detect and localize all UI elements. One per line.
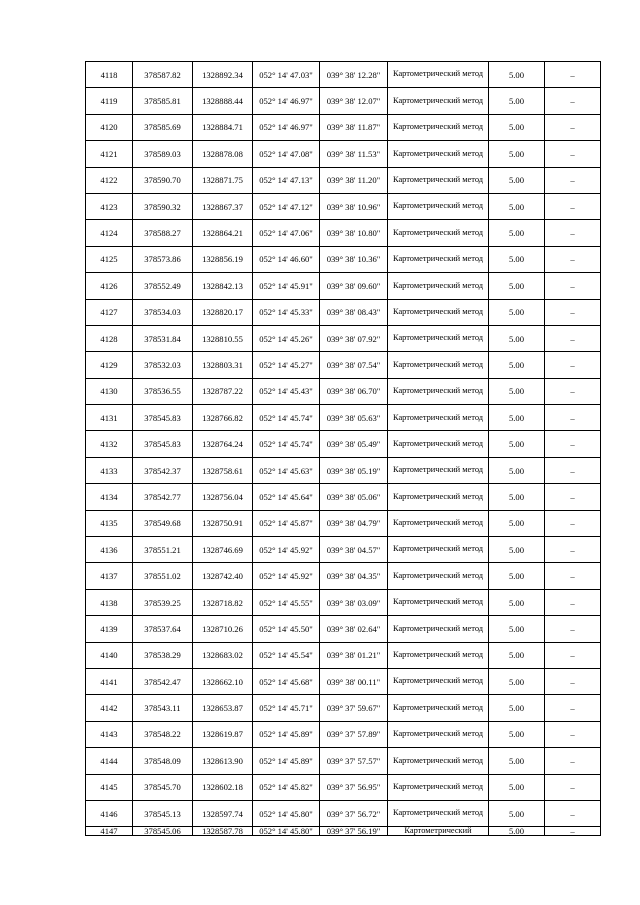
note-cell: – bbox=[545, 299, 601, 325]
y-coordinate-cell: 1328662.10 bbox=[193, 668, 253, 694]
method-cell: Картометрический метод bbox=[388, 510, 489, 536]
note-cell: – bbox=[545, 431, 601, 457]
accuracy-cell: 5.00 bbox=[489, 431, 545, 457]
table-row bbox=[86, 800, 601, 826]
x-coordinate-cell: 378543.11 bbox=[133, 695, 193, 721]
y-coordinate-cell: 1328803.31 bbox=[193, 352, 253, 378]
method-cell: Картометрический метод bbox=[388, 537, 489, 563]
latitude-cell: 052° 14' 45.26" bbox=[253, 325, 320, 351]
y-coordinate-cell: 1328613.90 bbox=[193, 748, 253, 774]
y-coordinate-cell: 1328820.17 bbox=[193, 299, 253, 325]
latitude-cell: 052° 14' 45.89" bbox=[253, 748, 320, 774]
table-row bbox=[86, 642, 601, 668]
y-coordinate-cell: 1328810.55 bbox=[193, 325, 253, 351]
note-cell: – bbox=[545, 721, 601, 747]
note-cell: – bbox=[545, 220, 601, 246]
point-number-cell: 4137 bbox=[86, 563, 133, 589]
longitude-cell: 039° 38' 05.49" bbox=[320, 431, 388, 457]
point-number-cell: 4126 bbox=[86, 273, 133, 299]
longitude-cell: 039° 38' 00.11" bbox=[320, 668, 388, 694]
method-cell: Картометрический метод bbox=[388, 246, 489, 272]
note-cell: – bbox=[545, 457, 601, 483]
table-row bbox=[86, 774, 601, 800]
note-cell: – bbox=[545, 668, 601, 694]
point-number-cell: 4142 bbox=[86, 695, 133, 721]
method-cell: Картометрический метод bbox=[388, 220, 489, 246]
longitude-cell: 039° 38' 07.54" bbox=[320, 352, 388, 378]
note-cell: – bbox=[545, 141, 601, 167]
note-cell: – bbox=[545, 748, 601, 774]
y-coordinate-cell: 1328867.37 bbox=[193, 193, 253, 219]
point-number-cell: 4139 bbox=[86, 616, 133, 642]
accuracy-cell: 5.00 bbox=[489, 484, 545, 510]
point-number-cell: 4129 bbox=[86, 352, 133, 378]
point-number-cell: 4145 bbox=[86, 774, 133, 800]
note-cell: – bbox=[545, 273, 601, 299]
y-coordinate-cell: 1328892.34 bbox=[193, 62, 253, 88]
latitude-cell: 052° 14' 45.74" bbox=[253, 405, 320, 431]
longitude-cell: 039° 38' 05.63" bbox=[320, 405, 388, 431]
point-number-cell: 4122 bbox=[86, 167, 133, 193]
y-coordinate-cell: 1328683.02 bbox=[193, 642, 253, 668]
y-coordinate-cell: 1328864.21 bbox=[193, 220, 253, 246]
x-coordinate-cell: 378588.27 bbox=[133, 220, 193, 246]
method-cell: Картометрический метод bbox=[388, 484, 489, 510]
accuracy-cell: 5.00 bbox=[489, 616, 545, 642]
longitude-cell: 039° 38' 04.35" bbox=[320, 563, 388, 589]
longitude-cell: 039° 38' 10.80" bbox=[320, 220, 388, 246]
table-row bbox=[86, 62, 601, 88]
longitude-cell: 039° 38' 09.60" bbox=[320, 273, 388, 299]
table-row bbox=[86, 537, 601, 563]
point-number-cell: 4130 bbox=[86, 378, 133, 404]
x-coordinate-cell: 378590.32 bbox=[133, 193, 193, 219]
point-number-cell: 4132 bbox=[86, 431, 133, 457]
table-row bbox=[86, 88, 601, 114]
y-coordinate-cell: 1328587.78 bbox=[193, 827, 253, 836]
method-cell: Картометрический метод bbox=[388, 774, 489, 800]
method-cell: Картометрический метод bbox=[388, 748, 489, 774]
y-coordinate-cell: 1328750.91 bbox=[193, 510, 253, 536]
accuracy-cell: 5.00 bbox=[489, 378, 545, 404]
table-row bbox=[86, 325, 601, 351]
point-number-cell: 4146 bbox=[86, 800, 133, 826]
accuracy-cell: 5.00 bbox=[489, 220, 545, 246]
x-coordinate-cell: 378590.70 bbox=[133, 167, 193, 193]
longitude-cell: 039° 38' 07.92" bbox=[320, 325, 388, 351]
method-cell: Картометрический метод bbox=[388, 721, 489, 747]
x-coordinate-cell: 378537.64 bbox=[133, 616, 193, 642]
longitude-cell: 039° 38' 11.20" bbox=[320, 167, 388, 193]
table-row bbox=[86, 220, 601, 246]
longitude-cell: 039° 38' 12.07" bbox=[320, 88, 388, 114]
method-cell: Картометрический метод bbox=[388, 299, 489, 325]
method-cell: Картометрический метод bbox=[388, 141, 489, 167]
table-row bbox=[86, 299, 601, 325]
method-cell: Картометрический метод bbox=[388, 62, 489, 88]
table-row bbox=[86, 273, 601, 299]
note-cell: – bbox=[545, 642, 601, 668]
method-cell: Картометрический метод bbox=[388, 642, 489, 668]
y-coordinate-cell: 1328842.13 bbox=[193, 273, 253, 299]
table-row bbox=[86, 616, 601, 642]
x-coordinate-cell: 378539.25 bbox=[133, 589, 193, 615]
accuracy-cell: 5.00 bbox=[489, 563, 545, 589]
x-coordinate-cell: 378536.55 bbox=[133, 378, 193, 404]
note-cell: – bbox=[545, 537, 601, 563]
note-cell: – bbox=[545, 246, 601, 272]
latitude-cell: 052° 14' 45.33" bbox=[253, 299, 320, 325]
method-cell: Картометрический метод bbox=[388, 325, 489, 351]
method-cell: Картометрический метод bbox=[388, 800, 489, 826]
method-cell: Картометрический метод bbox=[388, 167, 489, 193]
point-number-cell: 4123 bbox=[86, 193, 133, 219]
point-number-cell: 4141 bbox=[86, 668, 133, 694]
y-coordinate-cell: 1328718.82 bbox=[193, 589, 253, 615]
method-cell: Картометрический метод bbox=[388, 457, 489, 483]
x-coordinate-cell: 378548.22 bbox=[133, 721, 193, 747]
table-row bbox=[86, 827, 601, 836]
longitude-cell: 039° 38' 06.70" bbox=[320, 378, 388, 404]
point-number-cell: 4135 bbox=[86, 510, 133, 536]
latitude-cell: 052° 14' 45.91" bbox=[253, 273, 320, 299]
table-row bbox=[86, 246, 601, 272]
method-cell: Картометрический метод bbox=[388, 352, 489, 378]
point-number-cell: 4133 bbox=[86, 457, 133, 483]
latitude-cell: 052° 14' 45.55" bbox=[253, 589, 320, 615]
longitude-cell: 039° 37' 56.19" bbox=[320, 827, 388, 836]
latitude-cell: 052° 14' 45.27" bbox=[253, 352, 320, 378]
y-coordinate-cell: 1328619.87 bbox=[193, 721, 253, 747]
x-coordinate-cell: 378545.13 bbox=[133, 800, 193, 826]
longitude-cell: 039° 38' 03.09" bbox=[320, 589, 388, 615]
accuracy-cell: 5.00 bbox=[489, 114, 545, 140]
note-cell: – bbox=[545, 774, 601, 800]
x-coordinate-cell: 378551.02 bbox=[133, 563, 193, 589]
point-number-cell: 4121 bbox=[86, 141, 133, 167]
point-number-cell: 4140 bbox=[86, 642, 133, 668]
note-cell: – bbox=[545, 378, 601, 404]
latitude-cell: 052° 14' 45.64" bbox=[253, 484, 320, 510]
accuracy-cell: 5.00 bbox=[489, 510, 545, 536]
point-number-cell: 4125 bbox=[86, 246, 133, 272]
point-number-cell: 4134 bbox=[86, 484, 133, 510]
latitude-cell: 052° 14' 45.89" bbox=[253, 721, 320, 747]
point-number-cell: 4127 bbox=[86, 299, 133, 325]
x-coordinate-cell: 378549.68 bbox=[133, 510, 193, 536]
accuracy-cell: 5.00 bbox=[489, 62, 545, 88]
y-coordinate-cell: 1328602.18 bbox=[193, 774, 253, 800]
note-cell: – bbox=[545, 827, 601, 836]
x-coordinate-cell: 378542.37 bbox=[133, 457, 193, 483]
table-body bbox=[86, 62, 601, 836]
accuracy-cell: 5.00 bbox=[489, 167, 545, 193]
accuracy-cell: 5.00 bbox=[489, 405, 545, 431]
accuracy-cell: 5.00 bbox=[489, 695, 545, 721]
table-row bbox=[86, 748, 601, 774]
y-coordinate-cell: 1328756.04 bbox=[193, 484, 253, 510]
x-coordinate-cell: 378531.84 bbox=[133, 325, 193, 351]
longitude-cell: 039° 38' 04.79" bbox=[320, 510, 388, 536]
table-row bbox=[86, 378, 601, 404]
table-row bbox=[86, 167, 601, 193]
longitude-cell: 039° 38' 04.57" bbox=[320, 537, 388, 563]
longitude-cell: 039° 38' 10.96" bbox=[320, 193, 388, 219]
table-row bbox=[86, 352, 601, 378]
point-number-cell: 4119 bbox=[86, 88, 133, 114]
table-row bbox=[86, 484, 601, 510]
y-coordinate-cell: 1328878.08 bbox=[193, 141, 253, 167]
accuracy-cell: 5.00 bbox=[489, 827, 545, 836]
accuracy-cell: 5.00 bbox=[489, 273, 545, 299]
y-coordinate-cell: 1328856.19 bbox=[193, 246, 253, 272]
longitude-cell: 039° 38' 02.64" bbox=[320, 616, 388, 642]
longitude-cell: 039° 37' 57.57" bbox=[320, 748, 388, 774]
note-cell: – bbox=[545, 695, 601, 721]
table-row bbox=[86, 668, 601, 694]
y-coordinate-cell: 1328597.74 bbox=[193, 800, 253, 826]
note-cell: – bbox=[545, 62, 601, 88]
point-number-cell: 4138 bbox=[86, 589, 133, 615]
accuracy-cell: 5.00 bbox=[489, 246, 545, 272]
accuracy-cell: 5.00 bbox=[489, 88, 545, 114]
note-cell: – bbox=[545, 484, 601, 510]
accuracy-cell: 5.00 bbox=[489, 299, 545, 325]
accuracy-cell: 5.00 bbox=[489, 668, 545, 694]
accuracy-cell: 5.00 bbox=[489, 748, 545, 774]
note-cell: – bbox=[545, 193, 601, 219]
y-coordinate-cell: 1328871.75 bbox=[193, 167, 253, 193]
x-coordinate-cell: 378585.81 bbox=[133, 88, 193, 114]
method-cell: Картометрический метод bbox=[388, 431, 489, 457]
x-coordinate-cell: 378545.06 bbox=[133, 827, 193, 836]
x-coordinate-cell: 378548.09 bbox=[133, 748, 193, 774]
y-coordinate-cell: 1328710.26 bbox=[193, 616, 253, 642]
method-cell: Картометрический метод bbox=[388, 668, 489, 694]
coordinates-table bbox=[85, 61, 601, 836]
note-cell: – bbox=[545, 510, 601, 536]
table-row bbox=[86, 695, 601, 721]
point-number-cell: 4120 bbox=[86, 114, 133, 140]
accuracy-cell: 5.00 bbox=[489, 141, 545, 167]
point-number-cell: 4144 bbox=[86, 748, 133, 774]
x-coordinate-cell: 378552.49 bbox=[133, 273, 193, 299]
x-coordinate-cell: 378538.29 bbox=[133, 642, 193, 668]
table-row bbox=[86, 405, 601, 431]
latitude-cell: 052° 14' 45.92" bbox=[253, 537, 320, 563]
x-coordinate-cell: 378545.83 bbox=[133, 405, 193, 431]
latitude-cell: 052° 14' 45.87" bbox=[253, 510, 320, 536]
latitude-cell: 052° 14' 45.71" bbox=[253, 695, 320, 721]
note-cell: – bbox=[545, 325, 601, 351]
y-coordinate-cell: 1328758.61 bbox=[193, 457, 253, 483]
point-number-cell: 4128 bbox=[86, 325, 133, 351]
x-coordinate-cell: 378545.70 bbox=[133, 774, 193, 800]
method-cell: Картометрический метод bbox=[388, 114, 489, 140]
table-row bbox=[86, 114, 601, 140]
longitude-cell: 039° 38' 11.53" bbox=[320, 141, 388, 167]
note-cell: – bbox=[545, 563, 601, 589]
note-cell: – bbox=[545, 167, 601, 193]
y-coordinate-cell: 1328766.82 bbox=[193, 405, 253, 431]
accuracy-cell: 5.00 bbox=[489, 352, 545, 378]
accuracy-cell: 5.00 bbox=[489, 800, 545, 826]
x-coordinate-cell: 378545.83 bbox=[133, 431, 193, 457]
point-number-cell: 4143 bbox=[86, 721, 133, 747]
latitude-cell: 052° 14' 45.50" bbox=[253, 616, 320, 642]
coordinates-table-page bbox=[85, 61, 600, 836]
longitude-cell: 039° 38' 08.43" bbox=[320, 299, 388, 325]
accuracy-cell: 5.00 bbox=[489, 537, 545, 563]
x-coordinate-cell: 378534.03 bbox=[133, 299, 193, 325]
latitude-cell: 052° 14' 47.13" bbox=[253, 167, 320, 193]
y-coordinate-cell: 1328888.44 bbox=[193, 88, 253, 114]
method-cell: Картометрический метод bbox=[388, 273, 489, 299]
method-cell: Картометрический метод bbox=[388, 193, 489, 219]
accuracy-cell: 5.00 bbox=[489, 589, 545, 615]
x-coordinate-cell: 378542.47 bbox=[133, 668, 193, 694]
note-cell: – bbox=[545, 88, 601, 114]
latitude-cell: 052° 14' 45.54" bbox=[253, 642, 320, 668]
note-cell: – bbox=[545, 800, 601, 826]
latitude-cell: 052° 14' 45.68" bbox=[253, 668, 320, 694]
accuracy-cell: 5.00 bbox=[489, 642, 545, 668]
x-coordinate-cell: 378589.03 bbox=[133, 141, 193, 167]
y-coordinate-cell: 1328884.71 bbox=[193, 114, 253, 140]
note-cell: – bbox=[545, 352, 601, 378]
y-coordinate-cell: 1328787.22 bbox=[193, 378, 253, 404]
method-cell: Картометрический bbox=[388, 827, 489, 836]
y-coordinate-cell: 1328653.87 bbox=[193, 695, 253, 721]
method-cell: Картометрический метод bbox=[388, 378, 489, 404]
latitude-cell: 052° 14' 46.97" bbox=[253, 114, 320, 140]
table-row bbox=[86, 589, 601, 615]
x-coordinate-cell: 378587.82 bbox=[133, 62, 193, 88]
table-row bbox=[86, 721, 601, 747]
latitude-cell: 052° 14' 46.60" bbox=[253, 246, 320, 272]
point-number-cell: 4131 bbox=[86, 405, 133, 431]
accuracy-cell: 5.00 bbox=[489, 193, 545, 219]
x-coordinate-cell: 378542.77 bbox=[133, 484, 193, 510]
accuracy-cell: 5.00 bbox=[489, 721, 545, 747]
note-cell: – bbox=[545, 589, 601, 615]
longitude-cell: 039° 37' 59.67" bbox=[320, 695, 388, 721]
method-cell: Картометрический метод bbox=[388, 563, 489, 589]
table-row bbox=[86, 457, 601, 483]
latitude-cell: 052° 14' 45.74" bbox=[253, 431, 320, 457]
longitude-cell: 039° 38' 11.87" bbox=[320, 114, 388, 140]
x-coordinate-cell: 378532.03 bbox=[133, 352, 193, 378]
latitude-cell: 052° 14' 47.12" bbox=[253, 193, 320, 219]
method-cell: Картометрический метод bbox=[388, 405, 489, 431]
latitude-cell: 052° 14' 47.03" bbox=[253, 62, 320, 88]
latitude-cell: 052° 14' 45.80" bbox=[253, 827, 320, 836]
table-row bbox=[86, 431, 601, 457]
y-coordinate-cell: 1328746.69 bbox=[193, 537, 253, 563]
accuracy-cell: 5.00 bbox=[489, 774, 545, 800]
longitude-cell: 039° 38' 05.19" bbox=[320, 457, 388, 483]
latitude-cell: 052° 14' 45.80" bbox=[253, 800, 320, 826]
longitude-cell: 039° 37' 56.95" bbox=[320, 774, 388, 800]
latitude-cell: 052° 14' 45.92" bbox=[253, 563, 320, 589]
y-coordinate-cell: 1328764.24 bbox=[193, 431, 253, 457]
y-coordinate-cell: 1328742.40 bbox=[193, 563, 253, 589]
longitude-cell: 039° 38' 05.06" bbox=[320, 484, 388, 510]
table-row bbox=[86, 141, 601, 167]
latitude-cell: 052° 14' 46.97" bbox=[253, 88, 320, 114]
latitude-cell: 052° 14' 47.08" bbox=[253, 141, 320, 167]
note-cell: – bbox=[545, 616, 601, 642]
table-row bbox=[86, 510, 601, 536]
table-row bbox=[86, 563, 601, 589]
method-cell: Картометрический метод bbox=[388, 589, 489, 615]
x-coordinate-cell: 378585.69 bbox=[133, 114, 193, 140]
method-cell: Картометрический метод bbox=[388, 616, 489, 642]
point-number-cell: 4136 bbox=[86, 537, 133, 563]
accuracy-cell: 5.00 bbox=[489, 325, 545, 351]
latitude-cell: 052° 14' 45.63" bbox=[253, 457, 320, 483]
longitude-cell: 039° 37' 56.72" bbox=[320, 800, 388, 826]
longitude-cell: 039° 38' 01.21" bbox=[320, 642, 388, 668]
longitude-cell: 039° 37' 57.89" bbox=[320, 721, 388, 747]
x-coordinate-cell: 378551.21 bbox=[133, 537, 193, 563]
latitude-cell: 052° 14' 45.43" bbox=[253, 378, 320, 404]
accuracy-cell: 5.00 bbox=[489, 457, 545, 483]
note-cell: – bbox=[545, 114, 601, 140]
method-cell: Картометрический метод bbox=[388, 695, 489, 721]
x-coordinate-cell: 378573.86 bbox=[133, 246, 193, 272]
table-row bbox=[86, 193, 601, 219]
method-cell: Картометрический метод bbox=[388, 88, 489, 114]
point-number-cell: 4147 bbox=[86, 827, 133, 836]
point-number-cell: 4118 bbox=[86, 62, 133, 88]
point-number-cell: 4124 bbox=[86, 220, 133, 246]
longitude-cell: 039° 38' 10.36" bbox=[320, 246, 388, 272]
latitude-cell: 052° 14' 47.06" bbox=[253, 220, 320, 246]
note-cell: – bbox=[545, 405, 601, 431]
longitude-cell: 039° 38' 12.28" bbox=[320, 62, 388, 88]
latitude-cell: 052° 14' 45.82" bbox=[253, 774, 320, 800]
